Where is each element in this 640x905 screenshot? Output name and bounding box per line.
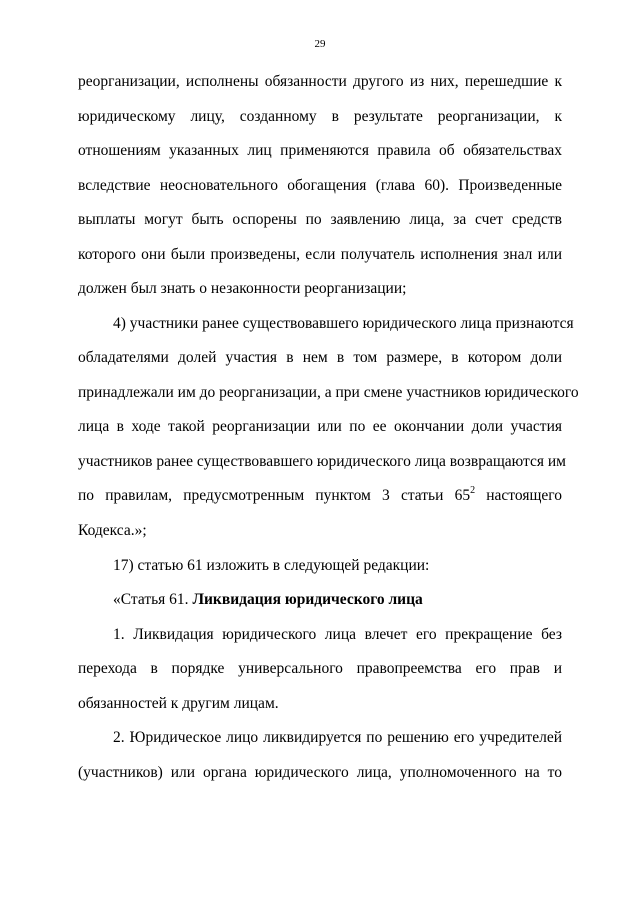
text-fragment: настоящего [486,487,562,504]
text-line: отношениям указанных лиц применяются правила об обязательствах [78,142,562,159]
text-line: участников ранее существовавшего юридического лица возвращаются им [78,453,566,470]
text-line-with-superscript [78,486,562,506]
article-number: «Статья 61. [113,591,189,608]
text-line: должен был знать о незаконности реорганизации; [78,280,407,297]
page-number: 29 [314,38,326,50]
text-line: юридическому лицу, созданному в результате реорганизации, к [78,108,562,125]
text-line: 1. Ликвидация юридического лица влечет его прекращение без [113,626,562,643]
text-line: вследствие неосновательного обогащения (глава 60). Произведенные [78,177,562,194]
text-line: (участников) или органа юридического лица, уполномоченного на то [78,764,562,781]
text-line: 2. Юридическое лицо ликвидируется по решению его учредителей [113,729,562,746]
text-line: 4) участники ранее существовавшего юридического лица признаются [113,315,574,332]
text-fragment: по правилам, предусмотренным пунктом 3 статьи 65 [78,487,471,504]
text-line: реорганизации, исполнены обязанности другого из них, перешедшие к [78,73,562,90]
text-line: принадлежали им до реорганизации, а при смене участников юридического [78,384,579,401]
text-line: лица в ходе такой реорганизации или по ее окончании доли участия [78,418,562,435]
text-line: перехода в порядке универсального правопреемства его прав и [78,660,562,677]
text-line: Кодекса.»; [78,522,147,539]
article-heading [113,590,562,610]
text-line: которого они были произведены, если получатель исполнения знал или [78,246,562,263]
text-line: обладателями долей участия в нем в том размере, в котором доли [78,349,562,366]
article-title: Ликвидация юридического лица [192,591,423,608]
superscript: 2 [470,484,476,496]
text-line: 17) статью 61 изложить в следующей редакции: [113,557,430,574]
text-line: обязанностей к другим лицам. [78,695,279,712]
text-line: выплаты могут быть оспорены по заявлению лица, за счет средств [78,211,562,228]
